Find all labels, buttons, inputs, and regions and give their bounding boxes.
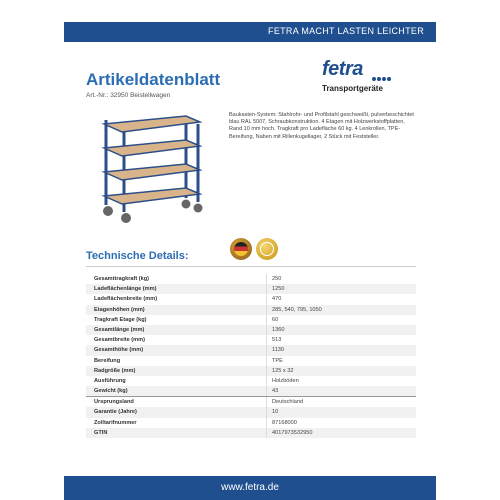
spec-key: Bereifung bbox=[94, 357, 121, 364]
spec-key: Etagenhöhen (mm) bbox=[94, 306, 145, 313]
spec-key: Radgröße (mm) bbox=[94, 367, 136, 374]
spec-key: Ursprungsland bbox=[94, 399, 134, 406]
spec-row bbox=[86, 305, 416, 315]
spec-table bbox=[86, 274, 416, 438]
spec-row bbox=[86, 428, 416, 438]
footer-bar bbox=[64, 476, 436, 500]
spec-key: Ladeflächenbreite (mm) bbox=[94, 296, 158, 303]
product-description: Baukasten-System: Stahlrohr- und Profilstahl geschweißt, pulverbeschichtet blau RAL 5007, Schraubkonstruktion. 4 Etagen mit Holzwerkstoffplatten, Rand 10 mm hoch. Tragkraft pro Ladefläche 60 kg. 4 Lenkrollen, TPE-Bereifung, Naben mit Rillenkugellager, 2 Stück mit Feststeller. bbox=[229, 112, 414, 140]
spec-row bbox=[86, 418, 416, 428]
spec-row bbox=[86, 335, 416, 345]
spec-row bbox=[86, 315, 416, 325]
spec-value: 43 bbox=[272, 388, 279, 395]
spec-row bbox=[86, 396, 416, 407]
spec-value: 10 bbox=[272, 409, 279, 416]
spec-value: 1250 bbox=[272, 286, 285, 293]
spec-key: Zolltarifnummer bbox=[94, 419, 137, 426]
spec-value: TPE bbox=[272, 357, 283, 364]
spec-value: 513 bbox=[272, 337, 282, 344]
spec-row bbox=[86, 325, 416, 335]
spec-value: Holzböden bbox=[272, 377, 299, 384]
spec-row bbox=[86, 366, 416, 376]
spec-row bbox=[86, 294, 416, 304]
spec-key: Garantie (Jahre) bbox=[94, 409, 137, 416]
spec-value: Deutschland bbox=[272, 399, 304, 406]
logo-wordmark: fetra bbox=[322, 58, 363, 80]
spec-key: GTIN bbox=[94, 429, 108, 436]
logo-subtitle: Transportgeräte bbox=[322, 84, 383, 93]
header-slogan: FETRA MACHT LASTEN LEICHTER bbox=[268, 26, 424, 36]
footer-url-link[interactable]: www.fetra.de bbox=[221, 482, 279, 493]
spec-row bbox=[86, 407, 416, 417]
spec-value: 87168000 bbox=[272, 419, 297, 426]
spec-value: 1130 bbox=[272, 347, 285, 354]
spec-row bbox=[86, 356, 416, 366]
article-number: Art.-Nr.: 32950 Beistellwagen bbox=[86, 92, 171, 99]
header-bar bbox=[64, 22, 436, 42]
spec-key: Gesamtlänge (mm) bbox=[94, 326, 145, 333]
spec-value: 125 x 32 bbox=[272, 367, 294, 374]
spec-value: 470 bbox=[272, 296, 282, 303]
spec-value: 285, 540, 795, 1050 bbox=[272, 306, 322, 313]
spec-value: 60 bbox=[272, 316, 279, 323]
page-title: Artikeldatenblatt bbox=[86, 70, 221, 89]
spec-row bbox=[86, 376, 416, 386]
spec-key: Ausführung bbox=[94, 377, 126, 384]
spec-value: 250 bbox=[272, 276, 282, 282]
spec-key: Ladeflächenlänge (mm) bbox=[94, 286, 157, 293]
fetra-logo bbox=[322, 58, 412, 94]
spec-key: Gewicht (kg) bbox=[94, 388, 128, 395]
datasheet-page bbox=[64, 0, 436, 500]
spec-key: Gesamtbreite (mm) bbox=[94, 337, 145, 344]
made-in-germany-badge-icon bbox=[230, 238, 252, 260]
spec-row bbox=[86, 274, 416, 284]
spec-value: 4017973532950 bbox=[272, 429, 313, 436]
spec-row bbox=[86, 284, 416, 294]
section-title-tech: Technische Details: bbox=[86, 250, 189, 262]
spec-key: Gesamttragkraft (kg) bbox=[94, 276, 150, 282]
section-divider bbox=[86, 266, 416, 267]
quality-seal-badge-icon bbox=[256, 238, 278, 260]
product-image bbox=[94, 110, 204, 225]
spec-key: Gesamthöhe (mm) bbox=[94, 347, 144, 354]
spec-value: 1360 bbox=[272, 326, 285, 333]
spec-key: Tragkraft Etage (kg) bbox=[94, 316, 147, 323]
spec-row bbox=[86, 386, 416, 396]
spec-row bbox=[86, 345, 416, 355]
